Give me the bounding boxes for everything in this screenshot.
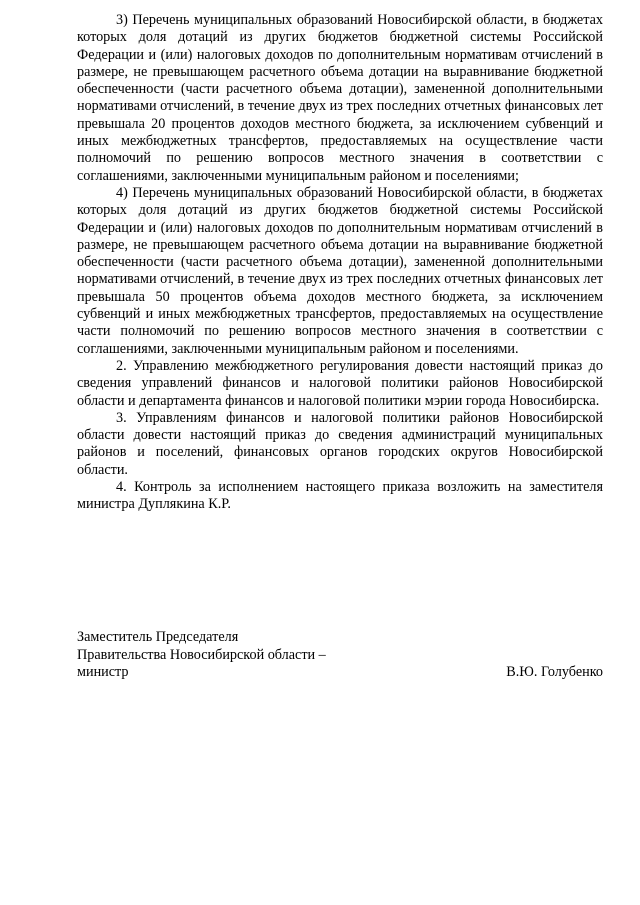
paragraph-clause-3: 3. Управлениям финансов и налоговой политики районов Новосибирской области довести настоящий приказ до сведения администраций муниципальных районов и поселений, финансовых органов городских округов Новосибирской области. [77,409,603,478]
signatory-name: В.Ю. Голубенко [506,664,603,680]
document-body [77,12,603,514]
paragraph-item-3: 3) Перечень муниципальных образований Новосибирской области, в бюджетах которых доля дотаций из других бюджетов бюджетной системы Российской Федерации и (или) налоговых доходов по дополнительным нормативам отчислений в размере, не превышающем расчетного объема дотации на выравнивание бюджетной обеспеченности (части расчетного объема дотации), замененной дополнительными нормативами отчислений, в течение двух из трех последних отчетных финансовых лет превышала 20 процентов доходов местного бюджета, за исключением субвенций и иных межбюджетных трансфертов, предоставляемых на осуществление части полномочий по решению вопросов местного значения в соответствии с соглашениями, заключенными муниципальным районом и поселениями; [77,12,603,184]
paragraph-clause-2: 2. Управлению межбюджетного регулирования довести настоящий приказ до сведения управлений финансов и налоговой политики районов Новосибирской области и департамента финансов и налоговой политики мэрии города Новосибирска. [77,357,603,409]
paragraph-clause-4: 4. Контроль за исполнением настоящего приказа возложить на заместителя министра Дуплякина К.Р. [77,479,603,513]
paragraph-item-4: 4) Перечень муниципальных образований Новосибирской области, в бюджетах которых доля дотаций из других бюджетов бюджетной системы Российской Федерации и (или) налоговых доходов по дополнительным нормативам отчислений в размере, не превышающем расчетного объема дотации на выравнивание бюджетной обеспеченности (части расчетного объема дотации), замененной дополнительными нормативами отчислений, в течение двух из трех последних отчетных финансовых лет превышала 50 процентов объема доходов местного бюджета, за исключением субвенций и иных межбюджетных трансфертов, предоставляемых на осуществление части полномочий по решению вопросов местного значения в соответствии с соглашениями, заключенными муниципальным районом и поселениями. [77,184,603,357]
signatory-title-line-3: министр [77,664,129,680]
signature-block [77,629,603,682]
signatory-title-line-1: Заместитель Председателя [77,629,239,645]
signatory-title-line-2: Правительства Новосибирской области – [77,646,326,663]
signatory-row [77,664,603,682]
